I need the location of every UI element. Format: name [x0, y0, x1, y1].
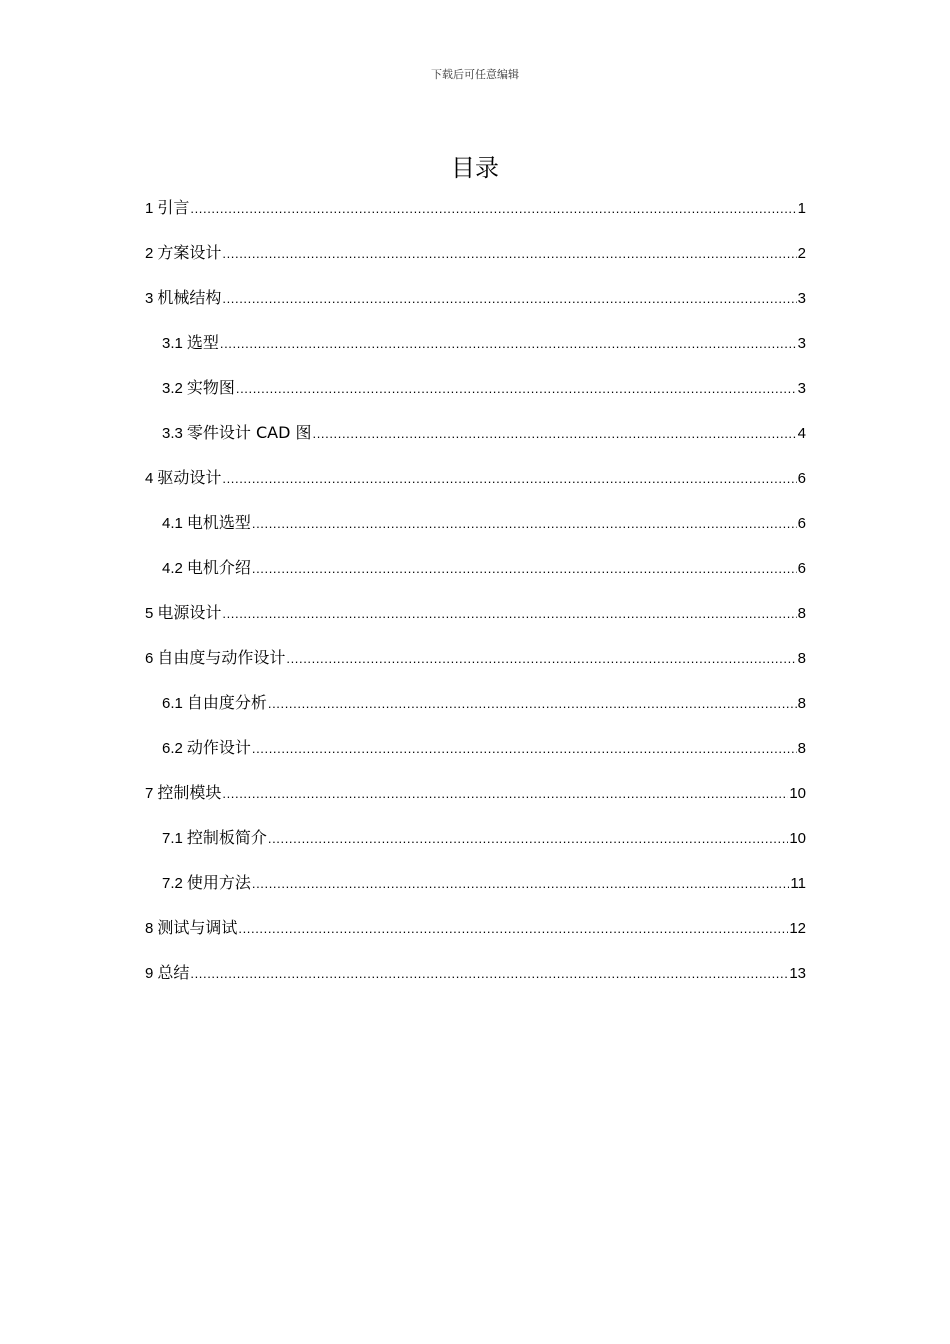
toc-entry-title: 自由度分析: [186, 693, 267, 712]
toc-entry-page: 10: [789, 830, 806, 847]
toc-entry-number: 6.1: [162, 695, 183, 712]
toc-entry[interactable]: [145, 870, 806, 915]
toc-entry-number: 6.2: [162, 740, 183, 757]
toc-entry[interactable]: [145, 555, 806, 600]
toc-title: 目录: [451, 154, 499, 182]
toc-entry-page: 3: [797, 380, 806, 397]
toc-entry-page: 11: [790, 875, 806, 892]
toc-entry[interactable]: [145, 780, 806, 825]
toc-entry-number: 7: [145, 785, 154, 802]
toc-entry-page: 6: [797, 515, 806, 532]
toc-entry[interactable]: [145, 960, 806, 1005]
toc-entry-title: 电机选型: [186, 513, 251, 532]
toc-entry-page: 8: [797, 605, 806, 622]
toc-entry[interactable]: [145, 915, 806, 960]
toc-dot-leader: [252, 871, 790, 897]
toc-entry-number: 7.1: [162, 830, 183, 847]
toc-dot-leader: [222, 286, 796, 312]
toc-entry-page: 13: [789, 965, 806, 982]
toc-entry-page: 4: [797, 425, 806, 442]
toc-entry-title: 控制模块: [157, 783, 222, 802]
toc-entry-title: 总结: [157, 963, 190, 982]
toc-entry-title: 电机介绍: [186, 558, 251, 577]
toc-entry-title: 动作设计: [186, 738, 251, 757]
toc-entry-number: 1: [145, 200, 154, 217]
toc-entry-title: 引言: [157, 198, 190, 217]
toc-entry-page: 10: [789, 785, 806, 802]
toc-entry-number: 3.3: [162, 425, 183, 442]
toc-entry-number: 6: [145, 650, 154, 667]
toc-dot-leader: [286, 646, 796, 672]
toc-dot-leader: [222, 241, 796, 267]
toc-entry-page: 8: [797, 740, 806, 757]
toc-entry-number: 4.1: [162, 515, 183, 532]
toc-entry-title: 使用方法: [186, 873, 251, 892]
toc-entry-page: 2: [797, 245, 806, 262]
toc-dot-leader: [222, 781, 788, 807]
toc-entry[interactable]: [145, 465, 806, 510]
toc-dot-leader: [252, 736, 797, 762]
toc-entry-title: 实物图: [186, 378, 235, 397]
toc-entry-title: 方案设计: [157, 243, 222, 262]
toc-entry-page: 3: [797, 290, 806, 307]
toc-entry[interactable]: [145, 510, 806, 555]
toc-entry[interactable]: [145, 420, 806, 465]
toc-dot-leader: [238, 916, 788, 942]
page-header: 下载后可任意编辑: [431, 68, 519, 81]
toc-dot-leader: [252, 556, 797, 582]
toc-entry[interactable]: [145, 285, 806, 330]
toc-dot-leader: [220, 331, 797, 357]
toc-dot-leader: [190, 196, 796, 222]
toc-entry-page: 8: [797, 695, 806, 712]
toc-dot-leader: [222, 601, 796, 627]
toc-entry-page: 3: [797, 335, 806, 352]
toc-entry-number: 4.2: [162, 560, 183, 577]
toc-entry-number: 3.2: [162, 380, 183, 397]
toc-entry-title: 测试与调试: [157, 918, 238, 937]
toc-entry-title: 驱动设计: [157, 468, 222, 487]
toc-entry-title: 零件设计 CAD 图: [186, 423, 312, 442]
toc-entry-page: 12: [789, 920, 806, 937]
toc-entry[interactable]: [145, 330, 806, 375]
toc-entry-page: 6: [797, 560, 806, 577]
toc-dot-leader: [268, 691, 797, 717]
toc-dot-leader: [236, 376, 797, 402]
toc-entry[interactable]: [145, 645, 806, 690]
table-of-contents: [145, 195, 806, 1005]
toc-entry[interactable]: [145, 735, 806, 780]
toc-dot-leader: [312, 421, 796, 447]
toc-entry-page: 6: [797, 470, 806, 487]
toc-entry-number: 7.2: [162, 875, 183, 892]
toc-entry-number: 8: [145, 920, 154, 937]
toc-entry-title: 控制板简介: [186, 828, 267, 847]
toc-entry-title: 机械结构: [157, 288, 222, 307]
toc-dot-leader: [190, 961, 788, 987]
toc-entry[interactable]: [145, 195, 806, 240]
toc-entry[interactable]: [145, 240, 806, 285]
toc-entry[interactable]: [145, 690, 806, 735]
toc-entry-title: 电源设计: [157, 603, 222, 622]
toc-entry[interactable]: [145, 600, 806, 645]
toc-entry-number: 2: [145, 245, 154, 262]
toc-entry-title: 选型: [186, 333, 219, 352]
toc-entry-number: 3.1: [162, 335, 183, 352]
toc-entry-number: 4: [145, 470, 154, 487]
toc-dot-leader: [252, 511, 797, 537]
toc-entry[interactable]: [145, 375, 806, 420]
toc-entry-number: 9: [145, 965, 154, 982]
toc-entry-page: 8: [797, 650, 806, 667]
toc-entry[interactable]: [145, 825, 806, 870]
toc-entry-number: 5: [145, 605, 154, 622]
toc-dot-leader: [222, 466, 796, 492]
toc-dot-leader: [268, 826, 788, 852]
toc-entry-title: 自由度与动作设计: [157, 648, 286, 667]
toc-entry-page: 1: [797, 200, 806, 217]
toc-entry-number: 3: [145, 290, 154, 307]
